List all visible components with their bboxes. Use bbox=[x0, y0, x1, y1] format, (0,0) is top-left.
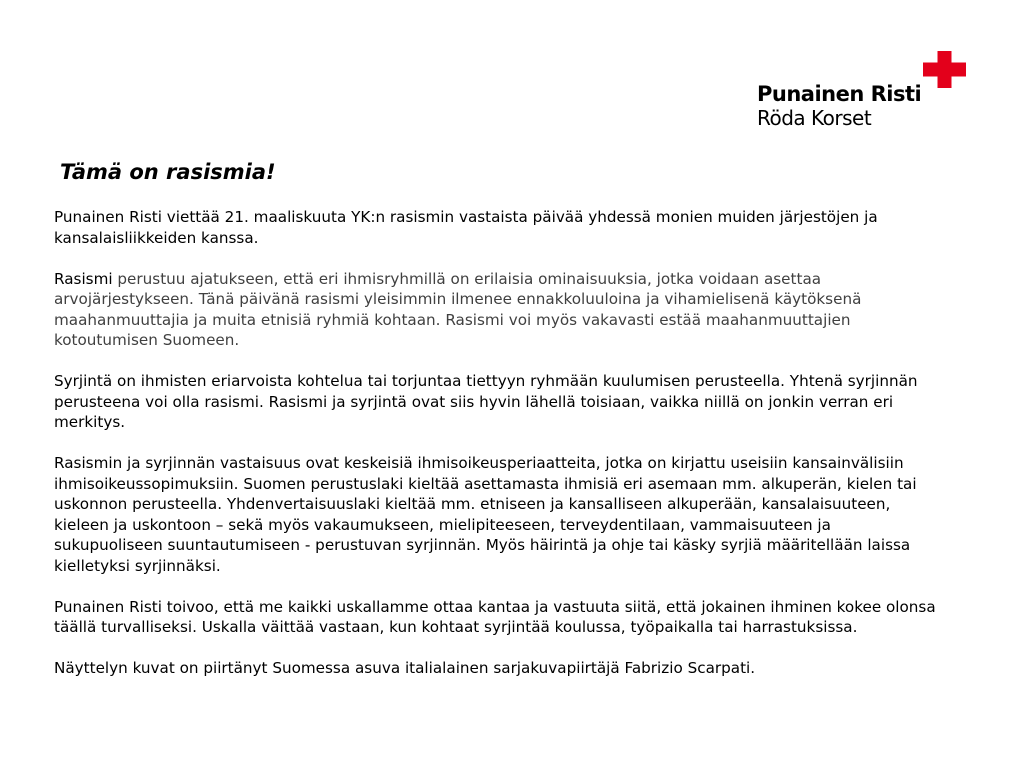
paragraph-racism-lead: Rasismi bbox=[54, 269, 113, 288]
red-cross-logo bbox=[757, 50, 969, 130]
page-title: Tämä on rasismia! bbox=[60, 160, 276, 184]
logo-text-finnish: Punainen Risti bbox=[757, 82, 922, 106]
paragraph-discrimination: Syrjintä on ihmisten eriarvoista kohtelua tai torjuntaa tiettyyn ryhmään kuulumisen perusteella. Yhtenä syrjinnän perusteena voi olla rasismi. Rasismi ja syrjintä ovat siis hyvin lähellä toisiaan, vaikka niillä on jonkin verran eri merkitys. bbox=[54, 372, 918, 431]
body-text bbox=[54, 207, 944, 699]
paragraph-human-rights: Rasismin ja syrjinnän vastaisuus ovat keskeisiä ihmisoikeusperiaatteita, jotka on kirjattu useisiin kansainvälisiin ihmisoikeussopimuksiin. Suomen perustuslaki kieltää asettamasta ihmisiä eri asemaan mm. alkuperän, kielen tai uskonnon perusteella. Yhdenvertaisuuslaki kieltää mm. etniseen ja kansalliseen alkuperään, kansalaisuuteen, kieleen ja uskontoon – sekä myös vakaumukseen, mielipiteeseen, terveydentilaan, vammaisuuteen ja sukupuoliseen suuntautumiseen - perustuvan syrjinnän. Myös häirintä ja ohje tai käsky syrjiä määritellään laissa kielletyksi syrjinnäksi. bbox=[54, 454, 917, 575]
paragraph-illustrator: Näyttelyn kuvat on piirtänyt Suomessa asuva italialainen sarjakuvapiirtäjä Fabrizio Scarpati. bbox=[54, 659, 756, 677]
paragraph-racism-definition bbox=[54, 269, 944, 351]
logo-text-swedish: Röda Korset bbox=[757, 106, 872, 130]
paragraph-racism-rest: perustuu ajatukseen, että eri ihmisryhmillä on erilaisia ominaisuuksia, jotka voidaan asettaa arvojärjestykseen. Tänä päivänä rasismi yleisimmin ilmenee ennakkoluuloina ja vihamielisenä käytöksenä maahanmuuttajia ja muita etnisiä ryhmiä kohtaan. Rasismi voi myös vakavasti estää maahanmuuttajien kotoutumisen Suomeen. bbox=[54, 269, 862, 349]
red-cross-icon bbox=[923, 51, 966, 88]
paragraph-intro: Punainen Risti viettää 21. maaliskuuta YK:n rasismin vastaista päivää yhdessä monien muiden järjestöjen ja kansalaisliikkeiden kanssa. bbox=[54, 208, 878, 247]
paragraph-call-to-action: Punainen Risti toivoo, että me kaikki uskallamme ottaa kantaa ja vastuuta siitä, että jokainen ihminen kokee olonsa täällä turvalliseksi. Uskalla väittää vastaan, kun kohtaat syrjintää koulussa, työpaikalla tai harrastuksissa. bbox=[54, 597, 936, 636]
